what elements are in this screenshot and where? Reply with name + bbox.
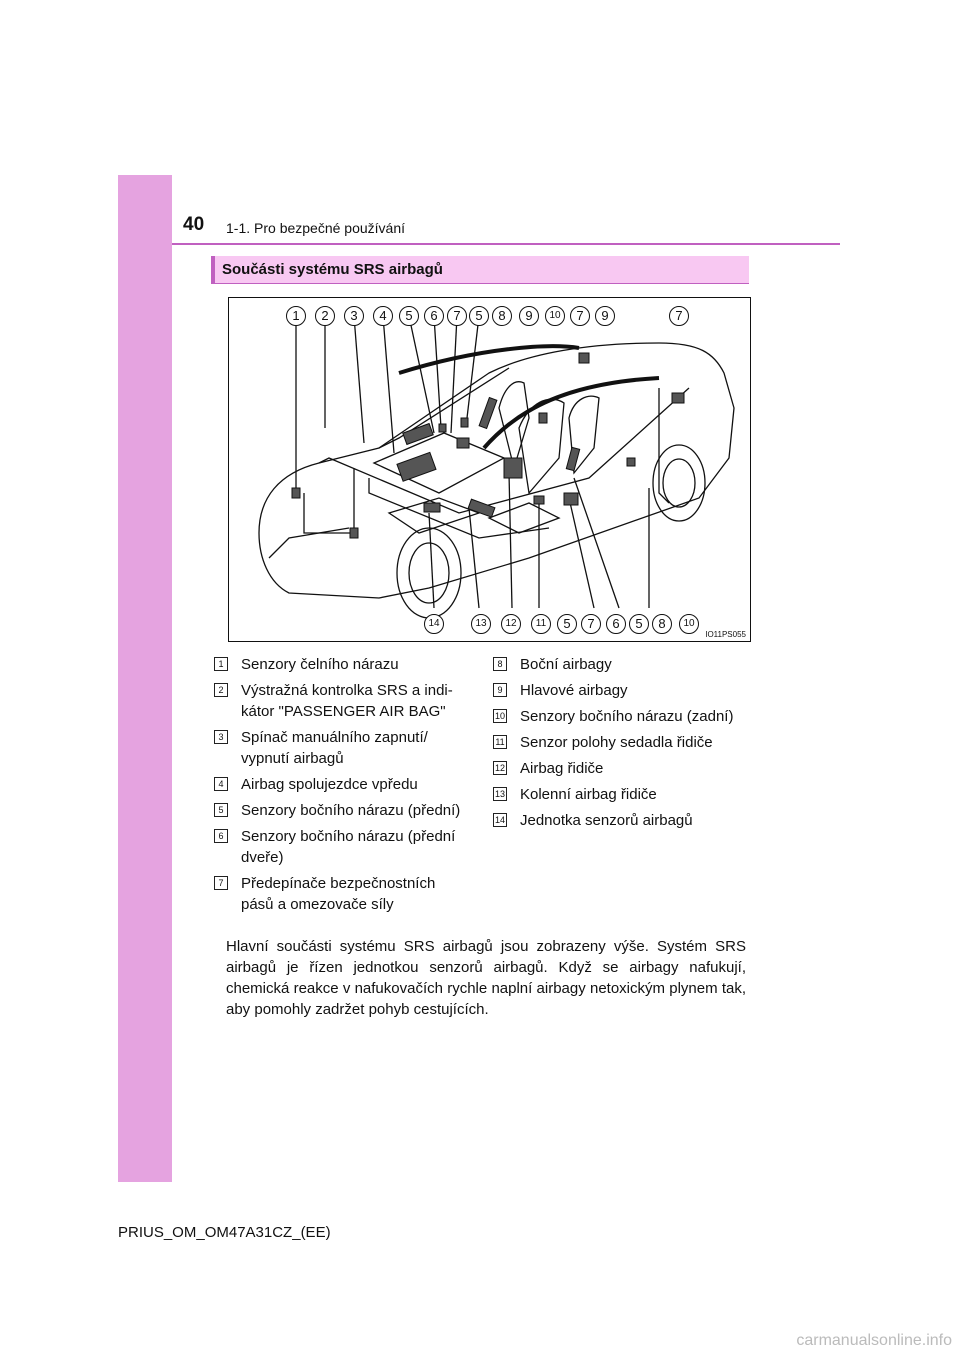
callout-bottom-3: 11 [531, 614, 551, 634]
legend-item [493, 680, 763, 701]
legend-item [493, 732, 763, 753]
legend-number: 5 [214, 803, 228, 817]
legend-item [214, 654, 484, 675]
legend-item [214, 774, 484, 795]
chapter-sidebar-tab [118, 175, 172, 1182]
callout-top-13: 7 [669, 306, 689, 326]
legend-text: Senzory čelního nárazu [241, 656, 399, 673]
callout-bottom-5: 7 [581, 614, 601, 634]
legend-text: Hlavové airbagy [520, 682, 628, 699]
callout-top-3: 4 [373, 306, 393, 326]
legend-number: 3 [214, 730, 228, 744]
legend-text: Senzor polohy sedadla řidiče [520, 734, 713, 751]
legend-item [214, 800, 484, 821]
legend-text: Spínač manuálního zapnutí/ vypnutí airbagů [241, 729, 428, 767]
callout-bottom-0: 14 [424, 614, 444, 634]
legend-text: Kolenní airbag řidiče [520, 786, 657, 803]
callout-top-11: 7 [570, 306, 590, 326]
legend-number: 11 [493, 735, 507, 749]
legend-item [214, 826, 484, 868]
legend-text: Airbag řidiče [520, 760, 604, 777]
callout-top-8: 8 [492, 306, 512, 326]
callout-top-12: 9 [595, 306, 615, 326]
callout-top-6: 7 [447, 306, 467, 326]
callout-top-1: 2 [315, 306, 335, 326]
callout-top-2: 3 [344, 306, 364, 326]
section-title: Součásti systému SRS airbagů [222, 261, 443, 278]
legend-number: 14 [494, 815, 505, 825]
legend-number: 13 [494, 789, 505, 799]
car-illustration [229, 298, 750, 641]
legend-text: Výstražná kontrolka SRS a indi- kátor "PASSENGER AIR BAG" [241, 682, 453, 720]
legend-item [493, 758, 763, 779]
header-divider [172, 243, 840, 245]
callout-bottom-8: 8 [652, 614, 672, 634]
callout-top-5: 6 [424, 306, 444, 326]
callout-top-0: 1 [286, 306, 306, 326]
legend-number: 10 [494, 711, 505, 721]
callout-bottom-4: 5 [557, 614, 577, 634]
legend-item [214, 680, 484, 722]
legend-item [493, 706, 763, 727]
legend-number: 8 [493, 657, 507, 671]
footer-code: PRIUS_OM_OM47A31CZ_(EE) [118, 1224, 331, 1241]
legend-item [493, 784, 763, 805]
legend-number: 4 [214, 777, 228, 791]
legend-number: 7 [214, 876, 228, 890]
legend-text: Boční airbagy [520, 656, 612, 673]
body-paragraph: Hlavní součásti systému SRS airbagů jsou zobrazeny výše. Systém SRS airbagů je řízen jednotkou senzorů airbagů. Když se airbagy nafukují, chemická reakce v nafukovačích rychle naplní airbagy netoxickým plynem tak, aby pomohly zadržet pohyb cestujících. [226, 938, 746, 1018]
callout-top-10: 10 [545, 306, 565, 326]
legend-number: 9 [493, 683, 507, 697]
legend-item [214, 873, 484, 915]
callout-bottom-2: 12 [501, 614, 521, 634]
figure-code: IO11PS055 [705, 630, 746, 639]
legend-text: Senzory bočního nárazu (přední) [241, 802, 461, 819]
legend-number: 12 [494, 763, 505, 773]
airbag-diagram [228, 297, 751, 642]
callout-top-4: 5 [399, 306, 419, 326]
callout-bottom-7: 5 [629, 614, 649, 634]
legend-item [493, 654, 763, 675]
legend-text: Senzory bočního nárazu (zadní) [520, 708, 734, 725]
callout-bottom-9: 10 [679, 614, 699, 634]
running-header: 1-1. Pro bezpečné používání [226, 220, 406, 236]
page-number: 40 [183, 214, 205, 235]
legend-text: Předepínače bezpečnostních pásů a omezovače síly [241, 875, 436, 913]
callout-top-7: 5 [469, 306, 489, 326]
legend-text: Jednotka senzorů airbagů [520, 812, 693, 829]
watermark: carmanualsonline.info [796, 1332, 952, 1349]
legend-text: Senzory bočního nárazu (přední dveře) [241, 828, 456, 866]
legend-item [214, 727, 484, 769]
callout-bottom-1: 13 [471, 614, 491, 634]
legend-number: 6 [214, 829, 228, 843]
callout-bottom-6: 6 [606, 614, 626, 634]
callout-top-9: 9 [519, 306, 539, 326]
legend-text: Airbag spolujezdce vpředu [241, 776, 418, 793]
legend-number: 2 [214, 683, 228, 697]
legend-number: 1 [214, 657, 228, 671]
legend-item [493, 810, 763, 831]
